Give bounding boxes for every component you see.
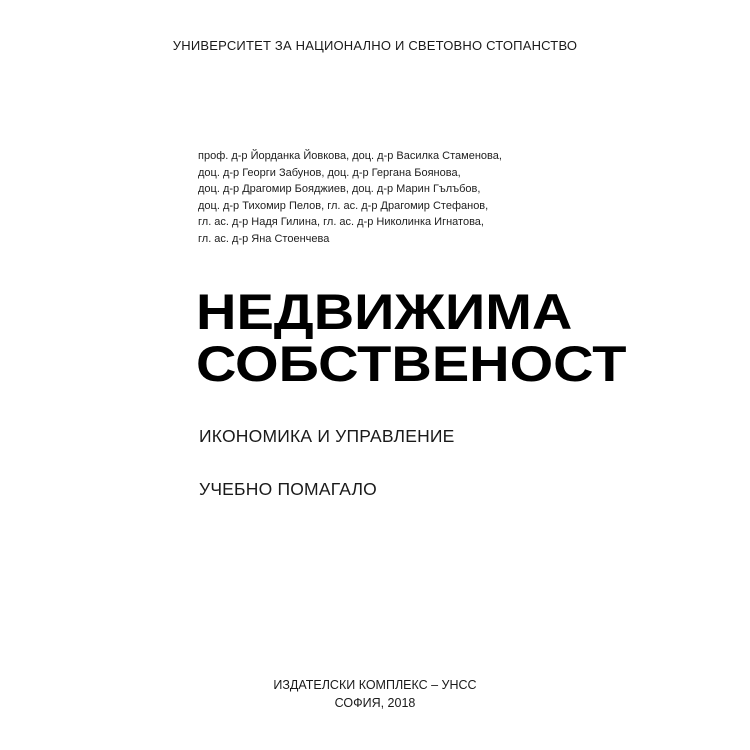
authors-line: проф. д-р Йорданка Йовкова, доц. д-р Василка Стаменова, xyxy=(198,150,502,162)
book-title xyxy=(196,286,626,390)
authors-line: гл. ас. д-р Надя Гилина, гл. ас. д-р Николинка Игнатова, xyxy=(198,216,484,228)
publication-place-year: СОФИЯ, 2018 xyxy=(334,696,416,710)
authors-list xyxy=(198,148,502,247)
publisher-block xyxy=(0,676,750,712)
authors-line: доц. д-р Драгомир Бояджиев, доц. д-р Марин Гълъбов, xyxy=(198,183,481,195)
book-subtitle: ИКОНОМИКА И УПРАВЛЕНИЕ xyxy=(199,426,455,446)
document-type: УЧЕБНО ПОМАГАЛО xyxy=(199,479,377,499)
book-title-line-1: НЕДВИЖИМА xyxy=(196,284,573,340)
authors-line: доц. д-р Тихомир Пелов, гл. ас. д-р Драгомир Стефанов, xyxy=(198,199,489,212)
authors-line: доц. д-р Георги Забунов, доц. д-р Гергана Боянова, xyxy=(198,166,461,179)
book-title-line-2: СОБСТВЕНОСТ xyxy=(196,336,627,392)
publisher-name: ИЗДАТЕЛСКИ КОМПЛЕКС – УНСС xyxy=(273,678,477,692)
university-name: УНИВЕРСИТЕТ ЗА НАЦИОНАЛНО И СВЕТОВНО СТОПАНСТВО xyxy=(172,38,578,53)
authors-line: гл. ас. д-р Яна Стоенчева xyxy=(198,232,330,245)
